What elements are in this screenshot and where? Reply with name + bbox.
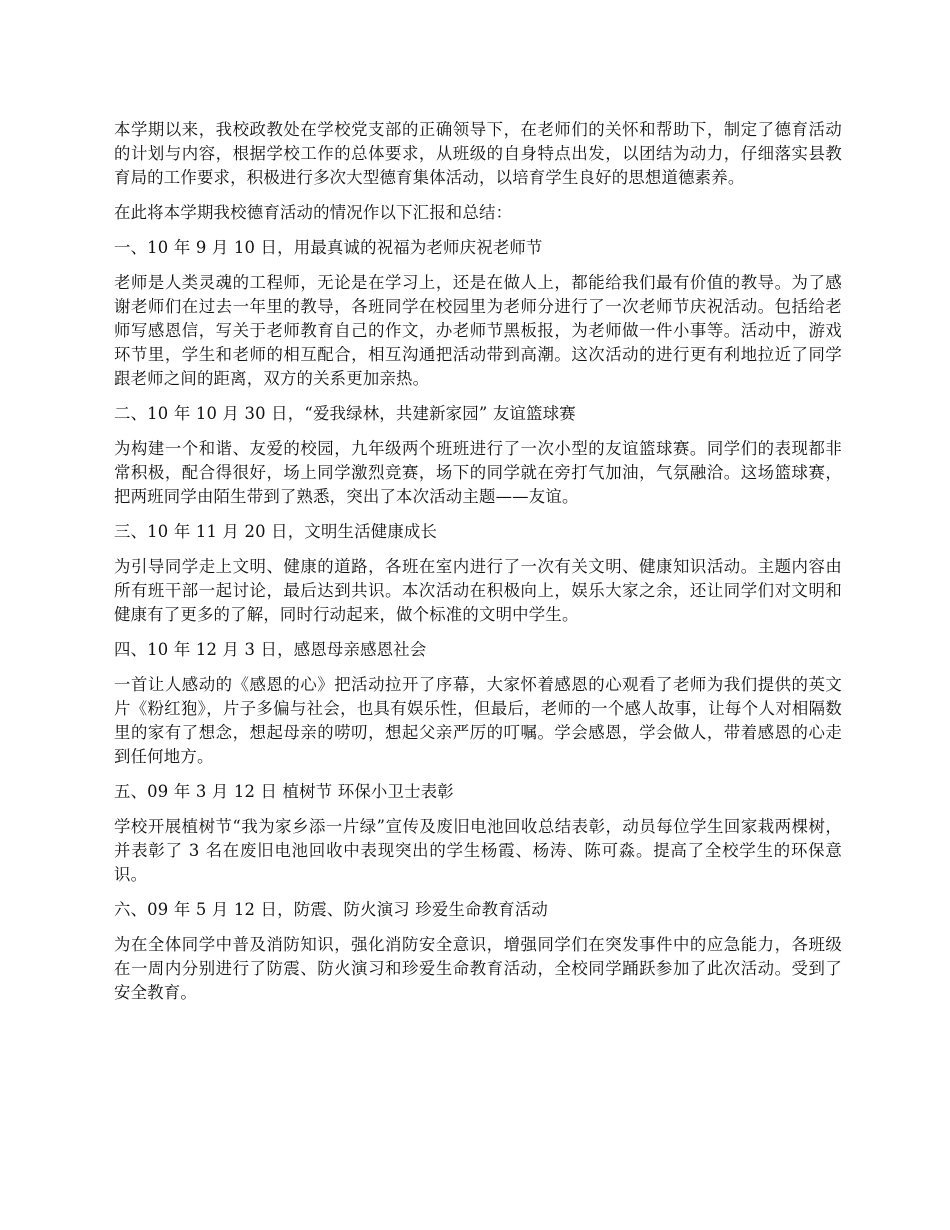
document-page xyxy=(114,118,842,1016)
section-paragraph-2: 为构建一个和谐、友爱的校园，九年级两个班班进行了一次小型的友谊篮球赛。同学们的表现都非常积极，配合得很好，场上同学激烈竞赛，场下的同学就在旁打气加油，气氛融洽。这场篮球赛，把两班同学由陌生带到了熟悉，突出了本次活动主题——友谊。 xyxy=(114,439,842,506)
section-paragraph-1: 老师是人类灵魂的工程师，无论是在学习上，还是在做人上，都能给我们最有价值的教导。为了感谢老师们在过去一年里的教导，各班同学在校园里为老师分进行了一次老师节庆祝活动。包括给老师写感恩信，写关于老师教育自己的作文，办老师节黑板报，为老师做一件小事等。活动中，游戏环节里，学生和老师的相互配合，相互沟通把活动带到高潮。这次活动的进行更有利地拉近了同学跟老师之间的距离，双方的关系更加亲热。 xyxy=(114,273,842,388)
section-paragraph-6: 为在全体同学中普及消防知识，强化消防安全意识，增强同学们在突发事件中的应急能力，各班级在一周内分别进行了防震、防火演习和珍爱生命教育活动，全校同学踊跃参加了此次活动。受到了安全教育。 xyxy=(114,935,842,1002)
section-heading-5: 五、09 年 3 月 12 日 植树节 环保小卫士表彰 xyxy=(114,782,454,801)
intro-paragraph: 本学期以来，我校政教处在学校党支部的正确领导下，在老师们的关怀和帮助下，制定了德育活动的计划与内容，根据学校工作的总体要求，从班级的自身特点出发，以团结为动力，仔细落实县教育局的工作要求，积极进行多次大型德育集体活动，以培育学生良好的思想道德素养。 xyxy=(114,120,842,187)
section-paragraph-5: 学校开展植树节“我为家乡添一片绿”宣传及废旧电池回收总结表彰，动员每位学生回家栽两棵树，并表彰了 3 名在废旧电池回收中表现突出的学生杨霞、杨涛、陈可淼。提高了全校学生的环保意识。 xyxy=(114,817,842,884)
section-heading-3: 三、10 年 11 月 20 日，文明生活健康成长 xyxy=(114,522,438,541)
section-heading-6: 六、09 年 5 月 12 日，防震、防火演习 珍爱生命教育活动 xyxy=(114,900,549,919)
section-heading-1: 一、10 年 9 月 10 日，用最真诚的祝福为老师庆祝老师节 xyxy=(114,238,543,257)
section-heading-2: 二、10 年 10 月 30 日，“爱我绿林，共建新家园” 友谊篮球赛 xyxy=(114,404,576,423)
section-paragraph-4: 一首让人感动的《感恩的心》把活动拉开了序幕，大家怀着感恩的心观看了老师为我们提供的英文片《粉红狍》，片子多偏与社会，也具有娱乐性，但最后，老师的一个感人故事，让每个人对相隔数里的家有了想念，想起母亲的唠叨，想起父亲严厉的叮嘱。学会感恩，学会做人，带着感恩的心走到任何地方。 xyxy=(114,675,842,766)
section-paragraph-3: 为引导同学走上文明、健康的道路，各班在室内进行了一次有关文明、健康知识活动。主题内容由所有班干部一起讨论，最后达到共识。本次活动在积极向上，娱乐大家之余，还让同学们对文明和健康有了更多的了解，同时行动起来，做个标准的文明中学生。 xyxy=(114,557,842,624)
summary-intro-paragraph: 在此将本学期我校德育活动的情况作以下汇报和总结： xyxy=(114,203,513,222)
section-heading-4: 四、10 年 12 月 3 日，感恩母亲感恩社会 xyxy=(114,640,427,659)
